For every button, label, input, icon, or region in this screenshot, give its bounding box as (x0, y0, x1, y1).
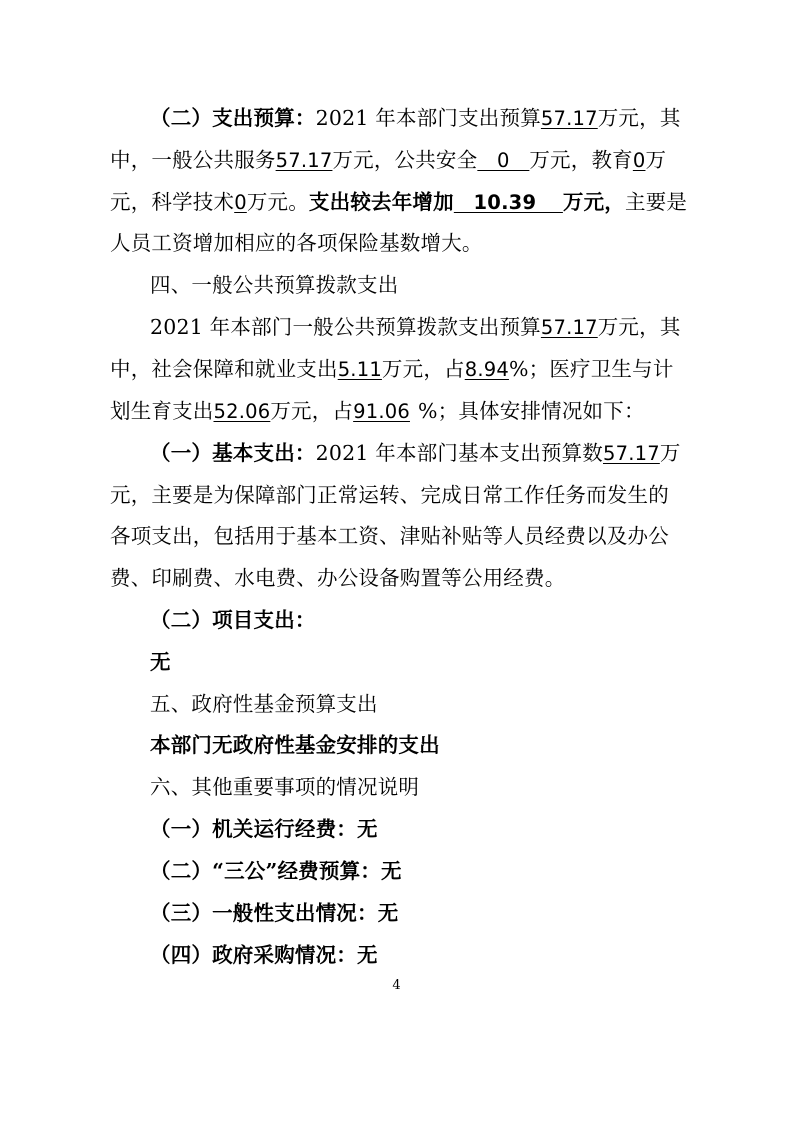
expenditure-budget-line-4: 人员工资增加相应的各项保险基数增大。 (110, 231, 483, 255)
expenditure-budget-line-2: 中，一般公共服务57.17万元，公共安全 0 万元，教育0万 (110, 148, 667, 172)
government-fund-text: 本部门无政府性基金安排的支出 (150, 733, 440, 757)
basic-expenditure-line-2: 元，主要是为保障部门正常运转、完成日常工作任务而发生的 (110, 483, 669, 507)
other-item-general-expenditure: （三）一般性支出情况：无 (150, 901, 399, 925)
section-4-heading: 四、一般公共预算拨款支出 (150, 273, 399, 297)
other-item-government-procurement: （四）政府采购情况：无 (150, 943, 378, 967)
project-expenditure-heading: （二）项目支出： (150, 608, 316, 632)
expenditure-budget-line-3: 元，科学技术0万元。支出较去年增加 10.39 万元，主要是 (110, 190, 688, 214)
basic-expenditure-line-3: 各项支出，包括用于基本工资、津贴补贴等人员经费以及办公 (110, 524, 669, 548)
section-5-heading: 五、政府性基金预算支出 (150, 692, 378, 716)
basic-expenditure-line-4: 费、印刷费、水电费、办公设备购置等公用经费。 (110, 566, 566, 590)
general-budget-line-1: 2021 年本部门一般公共预算拨款支出预算57.17万元，其 (150, 315, 681, 339)
other-item-operating-costs: （一）机关运行经费：无 (150, 817, 378, 841)
general-budget-line-3: 划生育支出52.06万元，占91.06 %；具体安排情况如下： (110, 399, 645, 423)
basic-expenditure-line-1: （一）基本支出：2021 年本部门基本支出预算数57.17万 (150, 441, 681, 465)
general-budget-line-2: 中，社会保障和就业支出5.11万元，占8.94%；医疗卫生与计 (110, 357, 674, 381)
page-number: 4 (392, 978, 401, 993)
other-item-three-public: （二）“三公”经费预算：无 (150, 859, 402, 883)
section-6-heading: 六、其他重要事项的情况说明 (150, 775, 420, 799)
project-expenditure-value: 无 (150, 650, 171, 674)
expenditure-budget-line-1: （二）支出预算：2021 年本部门支出预算57.17万元，其 (150, 106, 681, 130)
